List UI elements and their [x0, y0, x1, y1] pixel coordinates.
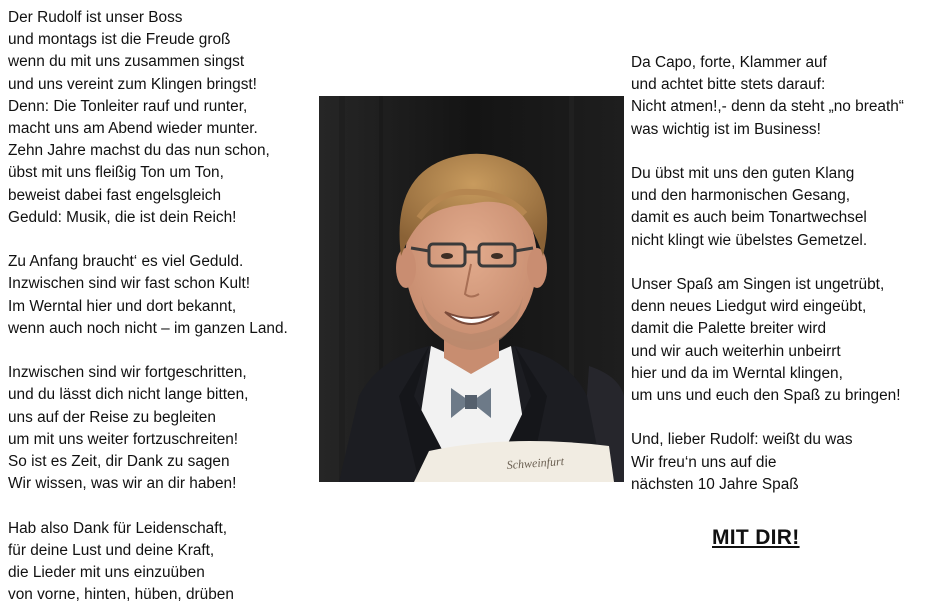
stanza-gap — [8, 229, 313, 251]
poem-left-line: uns auf der Reise zu begleiten — [8, 408, 216, 426]
closing-heading: MIT DIR! — [712, 526, 800, 549]
poem-left-line: von vorne, hinten, hüben, drüben — [8, 586, 234, 604]
poem-left-line: um mit uns weiter fortzuschreiten! — [8, 430, 239, 448]
poem-right-line: Da Capo, forte, Klammer auf — [631, 54, 827, 71]
poem-left-line: und du lässt dich nicht lange bitten, — [8, 386, 249, 404]
stanza-gap — [8, 340, 313, 362]
poem-right-line: denn neues Liedgut wird eingeübt, — [631, 298, 867, 316]
poem-right-line: Unser Spaß am Singen ist ungetrübt, — [631, 276, 885, 293]
poem-left-line: Zu Anfang braucht‘ es viel Geduld. — [8, 253, 244, 271]
poem-left-line: Im Werntal hier und dort bekannt, — [8, 297, 237, 315]
poem-left-line: Hab also Dank für Leidenschaft, — [8, 519, 228, 537]
poem-right-column — [631, 52, 943, 496]
poem-left-line: macht uns am Abend wieder munter. — [8, 120, 258, 138]
poem-right-line: und achtet bitte stets darauf: — [631, 76, 826, 94]
poem-right-line: damit es auch beim Tonartwechsel — [631, 209, 867, 227]
stanza-gap — [631, 407, 943, 429]
portrait-photo — [319, 96, 624, 482]
poem-left-line: übst mit uns fleißig Ton um Ton, — [8, 164, 224, 182]
poem-right-line: hier und da im Werntal klingen, — [631, 364, 843, 382]
poem-right-line: Wir freu‘n uns auf die — [631, 453, 777, 471]
stanza-gap — [631, 252, 943, 274]
stanza-gap — [8, 495, 313, 517]
poem-left-line: wenn auch noch nicht – im ganzen Land. — [8, 319, 288, 337]
poem-left-line: für deine Lust und deine Kraft, — [8, 541, 215, 559]
stanza-gap — [631, 141, 943, 163]
poem-left-line: und uns vereint zum Klingen bringst! — [8, 75, 257, 93]
poem-left-line: Inzwischen sind wir fast schon Kult! — [8, 275, 251, 293]
poem-right-line: nicht klingt wie übelstes Gemetzel. — [631, 231, 868, 249]
poem-left-line: Geduld: Musik, die ist dein Reich! — [8, 208, 237, 226]
poem-right-line: Und, lieber Rudolf: weißt du was — [631, 431, 853, 449]
poem-left-line: die Lieder mit uns einzuüben — [8, 564, 205, 582]
poem-left-line: Denn: Die Tonleiter rauf und runter, — [8, 97, 248, 115]
poem-left-line: Zehn Jahre machst du das nun schon, — [8, 142, 270, 160]
poem-left-line: wenn du mit uns zusammen singst — [8, 53, 245, 71]
poem-left-line: Wir wissen, was wir an dir haben! — [8, 475, 237, 493]
poem-left-column — [8, 7, 313, 606]
poem-left-line: Der Rudolf ist unser Boss — [8, 9, 183, 26]
poem-left-line: Inzwischen sind wir fortgeschritten, — [8, 364, 247, 382]
poem-right-line: Du übst mit uns den guten Klang — [631, 165, 855, 182]
poem-right-line: was wichtig ist im Business! — [631, 120, 821, 138]
poem-right-line: damit die Palette breiter wird — [631, 320, 827, 338]
poem-right-line: Nicht atmen!,- denn da steht „no breath“ — [631, 98, 904, 116]
certificate-text: Schweinfurt — [506, 454, 565, 472]
poem-right-line: um uns und euch den Spaß zu bringen! — [631, 387, 901, 405]
poem-left-line: So ist es Zeit, dir Dank zu sagen — [8, 453, 230, 471]
poem-right-line: und den harmonischen Gesang, — [631, 187, 851, 205]
poem-right-line: nächsten 10 Jahre Spaß — [631, 475, 799, 493]
poem-left-line: und montags ist die Freude groß — [8, 31, 231, 49]
poem-left-line: beweist dabei fast engelsgleich — [8, 186, 222, 204]
poem-right-line: und wir auch weiterhin unbeirrt — [631, 342, 841, 360]
